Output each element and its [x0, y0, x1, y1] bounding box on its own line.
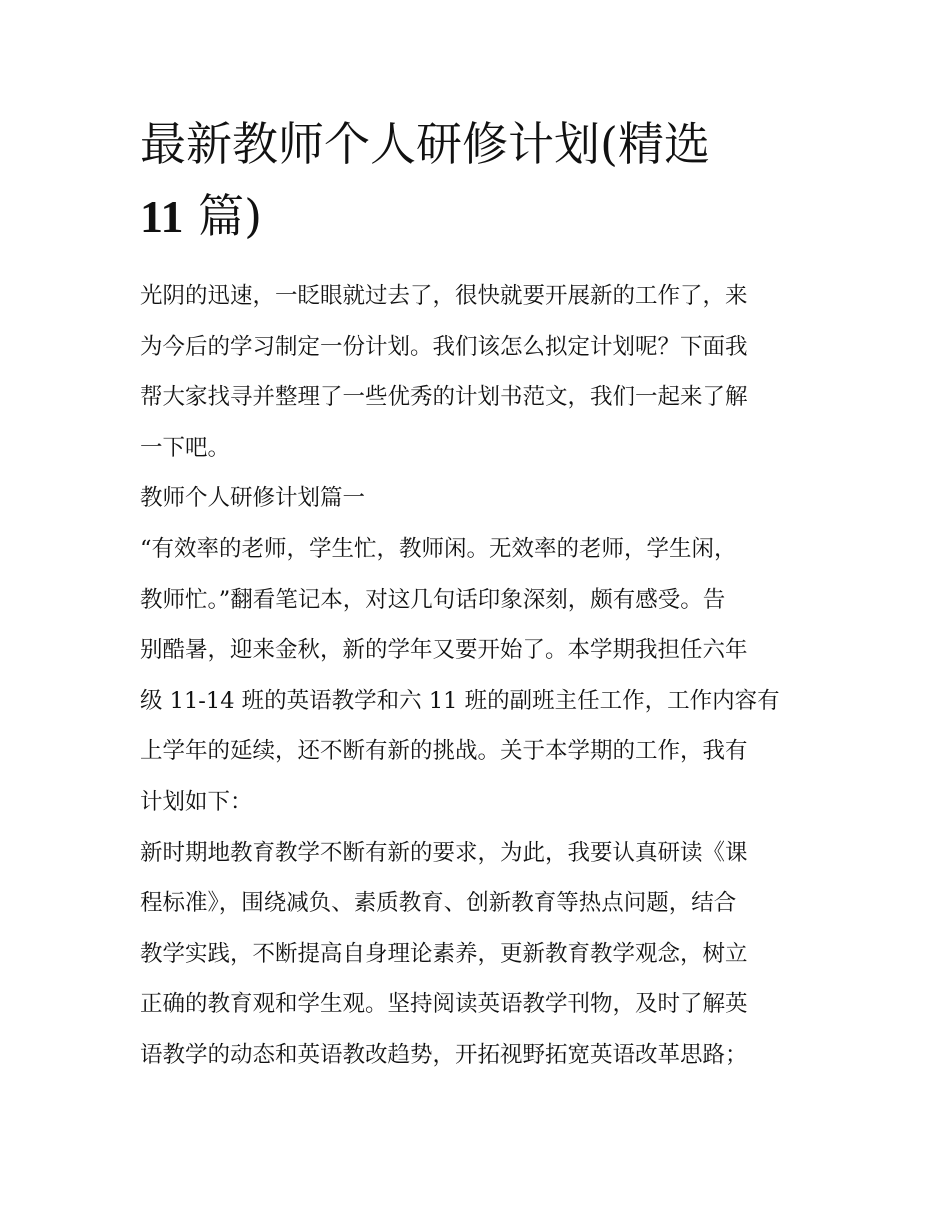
text-line: 新时期地教育教学不断有新的要求，为此，我要认真研读《课 [140, 839, 748, 866]
document-content [140, 112, 812, 1081]
text-line: 帮大家找寻并整理了一些优秀的计划书范文，我们一起来了解 [140, 384, 748, 411]
text-line: 教师忙。”翻看笔记本，对这几句话印象深刻，颇有感受。告 [140, 586, 726, 613]
text-line: 别酷暑，迎来金秋，新的学年又要开始了。本学期我担任六年 [140, 637, 748, 664]
title-line-2 [140, 184, 812, 249]
text-line: 语教学的动态和英语教改趋势，开拓视野拓宽英语改革思路； [140, 1041, 748, 1068]
text-line: 上学年的延续，还不断有新的挑战。关于本学期的工作，我有 [140, 738, 748, 765]
title-count: 11 [140, 191, 184, 242]
text-line: 级 11-14 班的英语教学和六 11 班的副班主任工作，工作内容有 [140, 687, 780, 714]
text-line: “有效率的老师，学生忙，教师闲。无效率的老师，学生闲， [140, 535, 737, 562]
title-line-1: 最新教师个人研修计划(精选 [140, 117, 710, 171]
text-line: 一下吧。 [140, 434, 231, 461]
document-title [140, 112, 812, 249]
intro-paragraph [140, 271, 812, 473]
text-line: 教学实践，不断提高自身理论素养，更新教育教学观念，树立 [140, 940, 748, 967]
section-heading: 教师个人研修计划篇一 [140, 485, 366, 512]
paragraph-2 [140, 828, 812, 1081]
body-text [140, 271, 812, 1081]
title-suffix: 篇) [198, 189, 263, 243]
paragraph-1 [140, 524, 812, 828]
text-line: 为今后的学习制定一份计划。我们该怎么拟定计划呢？下面我 [140, 333, 748, 360]
text-line: 计划如下： [140, 788, 253, 815]
text-line: 程标准》，围绕减负、素质教育、创新教育等热点问题，结合 [140, 890, 737, 917]
text-line: 光阴的迅速，一眨眼就过去了，很快就要开展新的工作了，来 [140, 283, 748, 309]
text-line: 正确的教育观和学生观。坚持阅读英语教学刊物，及时了解英 [140, 991, 748, 1018]
